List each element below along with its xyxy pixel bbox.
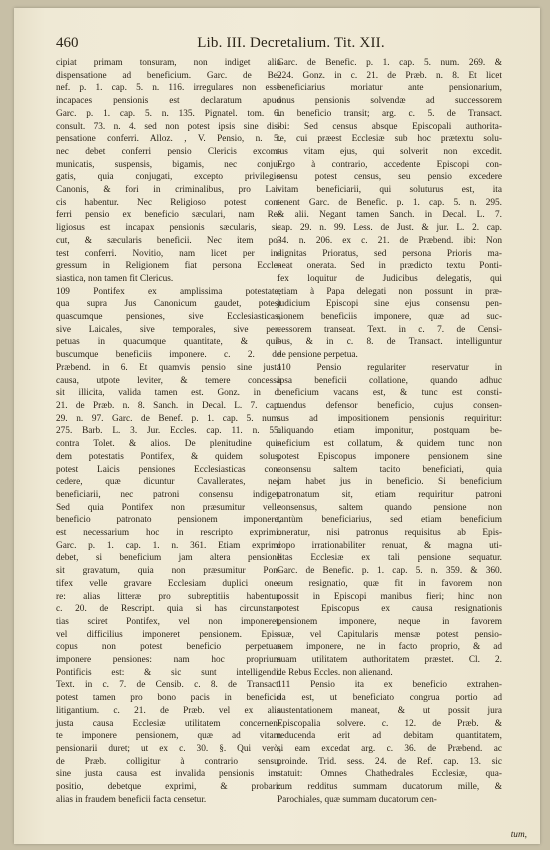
text-line: neficium est collatum, & quidem tunc non <box>277 439 502 450</box>
text-line: consensu saltem tacito beneficiati, quia <box>277 464 502 475</box>
text-line: vitam beneficiarii, qui soluturus est, ita <box>277 185 502 196</box>
text-line: cap. 29. n. 99. Less. de Just. & jur. L. 2. cap. <box>277 223 502 234</box>
text-line: si eam excedat arg. c. 36. de Præbend. ac <box>277 743 502 754</box>
text-line: te, cui præest Ecclesiæ sub hoc prætextu solu- <box>277 134 502 145</box>
text-line: ipsa beneficii collatione, quando adhuc <box>277 375 502 386</box>
text-line: nef. p. 1. cap. 5. n. 116. irregulares non esse <box>56 83 281 94</box>
text-line: sive Laicales, sive temporales, sive per- <box>56 324 281 335</box>
text-line: sionem beneficiis imponere, quæ ad suc- <box>277 312 502 323</box>
text-line: cessorem transeat. Text. in c. 7. de Censi- <box>277 324 502 335</box>
text-line: siastica, non tamen fit Clericus. <box>56 273 174 284</box>
text-line: Præbend. in 6. Et quamvis pensio sine justa <box>56 362 281 373</box>
text-line: tuendus defensor beneficio, cujus consen- <box>277 400 502 411</box>
text-line: potest tamen pro bono pacis in beneficio <box>56 693 281 704</box>
text-line: onus pensionis solvendæ ad successorem <box>277 96 502 107</box>
text-line: tenent Garc. de Benefic. p. 1. cap. 5. n. 295. <box>277 197 502 208</box>
right-text-column <box>277 57 502 806</box>
text-line: 110 Pensio regulariter reservatur in <box>277 362 502 373</box>
text-line: sine justa causa est invalida pensionis im- <box>56 769 281 780</box>
book-page <box>14 8 540 844</box>
text-line: sit gravatum, quia non præsumitur Pon- <box>56 566 281 577</box>
text-line: cis habentur. Nec Religioso potest con- <box>56 197 281 208</box>
text-line: copo irrationabiliter renuat, & magna uti- <box>277 540 502 551</box>
text-line: aliquando etiam imponitur, postquam be- <box>277 426 502 437</box>
text-line: buscumque beneficiis imponere. c. 2. de <box>56 350 281 361</box>
text-line: rum redditus summam ducatorum mille, & <box>277 782 502 793</box>
text-line: beneficiarius moriatur ante pensionarium, <box>277 83 502 94</box>
text-line: municatis, suspensis, bigamis, nec conju- <box>56 159 281 170</box>
text-line: qua supra Jus Canonicum gaudet, potest <box>56 299 281 310</box>
text-line: ferri pensio ex beneficio sæculari, nam Re- <box>56 210 281 221</box>
text-line: Parochiales, quæ summam ducatorum cen- <box>277 794 437 805</box>
text-line: ibi: Sed census absque Episcopali authorita- <box>277 121 502 132</box>
page-header <box>56 35 526 57</box>
running-title: Lib. III. Decretalium. Tit. XII. <box>197 35 385 51</box>
text-line: Episcopalia solvere. c. 12. de Præb. & <box>277 718 502 729</box>
text-line: pensionarii duret; ut ex c. 30. §. Qui verò, <box>56 743 281 754</box>
text-line: Text. in c. 7. de Censib. c. 8. de Transact. <box>56 680 281 691</box>
text-line: Ergo à contrario, accedente Episcopi con- <box>277 159 502 170</box>
text-line: cipiat primam tonsuram, non indiget alia <box>56 58 281 68</box>
text-line: cut, & sæcularis beneficii. Nec item po- <box>56 235 281 246</box>
text-line: debet, si beneficium jam altera pensione <box>56 553 281 564</box>
text-line: beneficiarii, nec patroni consensu indiget. <box>56 489 281 500</box>
text-line: sustentationem maneat, & ut possit jura <box>277 705 502 716</box>
text-line: etiam à Papa delegati non possunt in præ- <box>277 286 502 297</box>
text-line: Garc. de Benefic. p. 1. cap. 5. num. 269. & <box>277 58 502 68</box>
text-line: dem potestatis Pontifex, & quidem solus, <box>56 451 281 462</box>
text-line: est necessarium hoc in rescripto exprimi. <box>56 528 281 539</box>
text-line: possit in Episcopi manibus fieri; hinc non <box>277 591 502 602</box>
text-line: fex loquitur de Judicibus delegatis, qui <box>277 273 502 284</box>
left-text-column <box>56 57 281 806</box>
text-line: alias in fraudem beneficii facta censetur. <box>56 794 207 805</box>
text-line: gatis, quia conjugati, excepto privilegio <box>56 172 281 183</box>
text-line: de Rebus Eccles. non alienand. <box>277 667 393 678</box>
text-line: Garc. p. 1. cap. 5. n. 135. Pignatel. tom. 6. <box>56 108 281 119</box>
text-line: suam utilitatem authoritatem præstet. Cl. 2. <box>277 655 502 666</box>
page-number: 460 <box>56 35 79 51</box>
text-line: 224. Gonz. in c. 21. de Præb. n. 8. Et licet <box>277 70 502 81</box>
text-line: te imponere pensionem, quæ ad vitam <box>56 731 281 742</box>
text-line: Pontificis est: & sic sunt intelligendi. <box>56 667 281 678</box>
text-line: test conferri. Novitio, nam licet per in- <box>56 248 281 259</box>
text-line: proinde. Trid. sess. 24. de Ref. cap. 13. sic <box>277 756 502 767</box>
text-line: potest Episcopus ex causa resignationis <box>277 604 502 615</box>
text-line: judicium Episcopi sine ejus consensu pen- <box>277 299 502 310</box>
text-line: tantùm beneficiarius, sed etiam beneficium <box>277 515 502 526</box>
text-line: c. 20. de Rescript. quia si has circunstan- <box>56 604 281 615</box>
text-line: contra Tolet. & alios. De plenitudine qui- <box>56 439 281 450</box>
text-line: bus, & in c. 8. de Transact. intelliguntur <box>277 337 502 348</box>
text-line: neat onerata. Sed in prædicto textu Ponti- <box>277 261 502 272</box>
text-line: pensatione conferri. Alloz. , V. Pensio, n. 5. <box>56 134 281 145</box>
text-line: de pensione perpetua. <box>277 350 358 361</box>
text-line: positio, debetque exprimi, & probari: <box>56 782 281 793</box>
text-line: litas Ecclesiæ ex tali pensione sequatur. <box>277 553 502 564</box>
text-line: da est, ut beneficiato congrua portio ad <box>277 693 502 704</box>
text-line: nem imponere, ne in facto proprio, & ad <box>277 642 502 653</box>
text-line: gressum in Religionem fiat persona Eccle- <box>56 261 281 272</box>
text-line: quascumque pensiones, sive Ecclesiasticas, <box>56 312 281 323</box>
text-line: consensus, saltem quando pensione non <box>277 502 502 513</box>
text-line: imponere pensiones: nam hoc proprium <box>56 655 281 666</box>
text-line: tias sciret Pontifex, vel non imponeret, <box>56 616 281 627</box>
text-line: consult. 73. n. 4. sed non potest ipsis sine dis- <box>56 121 281 132</box>
text-line: tifex velle gravare Ecclesiam duplici one- <box>56 578 281 589</box>
text-line: 34. n. 206. ex c. 21. de Præbend. ibi: Non <box>277 235 502 246</box>
text-line: 275. Barb. L. 3. Jur. Eccles. cap. 11. n. 55. <box>56 426 281 437</box>
text-line: causa, utpote leviter, & temere concessa <box>56 375 281 386</box>
text-line: Canonis, & fori in criminalibus, pro Lai- <box>56 185 281 196</box>
text-line: sensu potest census, seu pensio excedere <box>277 172 502 183</box>
text-line: statuit: Omnes Chathedrales Ecclesiæ, qua- <box>277 769 502 780</box>
text-line: beneficio patronato pensionem imponere, <box>56 515 281 526</box>
text-line: justa causa Ecclesiæ utilitatem concernen- <box>56 718 281 729</box>
text-line: potest Laicis pensiones Ecclesiasticas con- <box>56 464 281 475</box>
catchword: tum, <box>510 830 527 840</box>
text-line: patronatum sit, etiam requiritur patroni <box>277 489 502 500</box>
text-line: Garc. p. 1. cap. 1. n. 361. Etiam exprimi <box>56 540 281 551</box>
text-line: & alii. Negant tamen Sanch. in Decal. L. 7. <box>277 210 502 221</box>
text-line: reducenda erit ad debitam quantitatem, <box>277 731 502 742</box>
text-line: oneratur, nisi patronus requisitus ab Epis- <box>277 528 502 539</box>
text-line: jam habet jus in beneficio. Si beneficium <box>277 477 502 488</box>
text-line: cedere, quæ dicuntur Cavallerates, nec <box>56 477 281 488</box>
text-line: beneficium vacans est, & tunc est consti- <box>277 388 502 399</box>
text-line: copus non potest beneficio perpetuas <box>56 642 281 653</box>
text-line: pensionem imponere, neque in favorem <box>277 616 502 627</box>
text-line: re: alias litteræ pro subreptitiis habentur. <box>56 591 281 602</box>
text-line: de Præb. colligitur à contrario sensu, <box>56 756 281 767</box>
text-line: sit illicita, valida tamen est. Gonz. in c. <box>56 388 281 399</box>
text-line: ligiosus est incapax pensionis sæcularis, si- <box>56 223 281 234</box>
text-line: 109 Pontifex ex amplissima potestate, <box>56 286 281 297</box>
text-line: in beneficio transit; arg. c. 5. de Transact. <box>277 108 502 119</box>
text-line: petuas in quacumque quantitate, & qui- <box>56 337 281 348</box>
text-line: Garc. de Benefic. p. 1. cap. 5. n. 359. & 360. <box>277 566 502 577</box>
text-line: 21. de Præb. n. 8. Sanch. in Decal. L. 7. cap. <box>56 400 281 411</box>
text-line: litigantium. c. 21. de Præb. vel ex alia <box>56 705 281 716</box>
text-line: dignitas Prioratus, sed persona Prioris ma- <box>277 248 502 259</box>
text-line: 29. n. 97. Garc. de Benef. p. 1. cap. 5. num. <box>56 413 281 424</box>
text-line: incapaces pensionis est declaratum apud <box>56 96 281 107</box>
text-line: cum resignatio, quæ fit in favorem non <box>277 578 502 589</box>
text-line: dispensatione ad beneficium. Garc. de Be- <box>56 70 281 81</box>
text-line: Sed quia Pontifex non præsumitur velle <box>56 502 281 513</box>
text-line: nec debet conferri pensio Clericis excom- <box>56 146 281 157</box>
text-line: 111 Pensio ita ex beneficio extrahen- <box>277 680 502 691</box>
text-line: tus vitam ejus, qui solverit non excedit. <box>277 146 502 157</box>
text-line: sus ad impositionem pensionis requiritur: <box>277 413 502 424</box>
text-line: suæ, vel Capitularis mensæ potest pensio- <box>277 629 502 640</box>
text-line: vel difficilius imponeret pensionem. Epis- <box>56 629 281 640</box>
text-line: potest Episcopus imponere pensionem sine <box>277 451 502 462</box>
